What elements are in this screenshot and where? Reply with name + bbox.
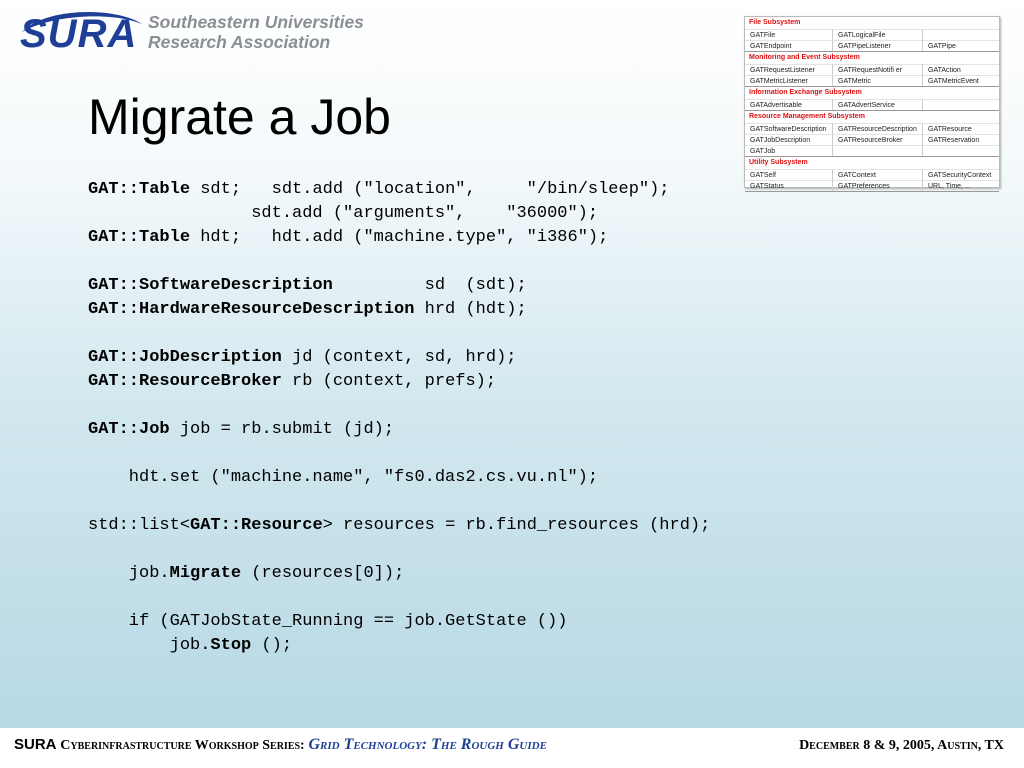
org-line-1: Southeastern Universities (148, 12, 364, 32)
code-text: hdt.set ("machine.name", "fs0.das2.cs.vu.nl"); (88, 468, 599, 487)
table-cell: GATContext (833, 169, 923, 180)
table-section-title: Monitoring and Event Subsystem (749, 54, 860, 61)
table-cell: GATReservation (923, 134, 999, 145)
table-cell (923, 29, 999, 40)
table-cell: GATMetricEvent (923, 75, 999, 86)
code-method: Migrate (169, 564, 242, 583)
code-text: job. (88, 564, 170, 583)
code-method: Stop (210, 636, 252, 655)
table-cell: GATJob (745, 145, 833, 156)
table-row (745, 169, 999, 180)
logo-abbr: SURA (20, 12, 138, 56)
code-text: job. (88, 636, 211, 655)
table-cell: GATRequestNotifi er (833, 64, 923, 75)
code-text: (resources[0]); (241, 564, 405, 583)
table-cell (923, 99, 999, 110)
table-section-title: Utility Subsystem (749, 159, 808, 166)
table-cell: GATSelf (745, 169, 833, 180)
footer-abbr: SURA (14, 736, 57, 753)
table-cell: GATResourceDescription (833, 123, 923, 134)
footer-left (14, 736, 547, 754)
code-text: rb (context, prefs); (281, 372, 497, 391)
table-cell: GATFile (745, 29, 833, 40)
sura-logo (14, 10, 374, 60)
table-section (745, 52, 999, 87)
table-cell: GATStatus (745, 180, 833, 191)
code-text: sdt; sdt.add ("location", "/bin/sleep"); (190, 180, 670, 199)
table-section (745, 157, 999, 192)
code-text: job = rb.submit (jd); (169, 420, 395, 439)
table-cell: GATEndpoint (745, 40, 833, 51)
table-cell: GATAdvertService (833, 99, 923, 110)
code-text: sdt.add ("arguments", "36000"); (88, 204, 599, 223)
table-cell (923, 145, 999, 156)
footer (0, 728, 1024, 768)
slide-title: Migrate a Job (88, 89, 391, 145)
code-type: GAT::JobDescription (88, 348, 282, 367)
table-cell: GATSoftwareDescription (745, 123, 833, 134)
code-text: sd (sdt); (332, 276, 527, 295)
table-cell: GATJobDescription (745, 134, 833, 145)
code-type: GAT::Job (88, 420, 170, 439)
code-text: jd (context, sd, hrd); (281, 348, 517, 367)
table-section-title: Resource Management Subsystem (749, 113, 865, 120)
code-type: GAT::SoftwareDescription (88, 276, 333, 295)
logo-org-name (148, 12, 364, 52)
org-line-2: Research Association (148, 32, 331, 52)
code-text: hrd (hdt); (414, 300, 527, 319)
table-row (745, 99, 999, 110)
table-cell: GATResourceBroker (833, 134, 923, 145)
footer-guide-title: Grid Technology: The Rough Guide (308, 736, 547, 753)
code-text: (); (251, 636, 293, 655)
table-row (745, 64, 999, 75)
gat-subsystem-table (744, 16, 1000, 188)
table-section-title: File Subsystem (749, 19, 801, 26)
table-cell: URL, Time, ... (923, 180, 999, 191)
table-section (745, 17, 999, 52)
table-cell: GATAdvertisable (745, 99, 833, 110)
table-cell: GATMetric (833, 75, 923, 86)
table-row (745, 134, 999, 145)
table-cell: GATRequestListener (745, 64, 833, 75)
table-cell: GATPreferences (833, 180, 923, 191)
footer-dates: December 8 & 9, 2005, Austin, TX (799, 738, 1004, 753)
footer-series: Cyberinfrastructure Workshop Series: (60, 738, 305, 753)
code-type: GAT::ResourceBroker (88, 372, 282, 391)
table-cell: GATPipeListener (833, 40, 923, 51)
table-cell: GATMetricListener (745, 75, 833, 86)
code-block (88, 178, 710, 658)
table-cell: GATAction (923, 64, 999, 75)
table-section (745, 87, 999, 111)
table-row (745, 29, 999, 40)
code-text: std::list< (88, 516, 191, 535)
table-row (745, 123, 999, 134)
code-type: GAT::Table (88, 228, 191, 247)
table-section (745, 111, 999, 157)
code-type: GAT::Resource (190, 516, 323, 535)
table-row (745, 180, 999, 191)
table-cell: GATSecurityContext (923, 169, 999, 180)
code-type: GAT::Table (88, 180, 191, 199)
code-text: hdt; hdt.add ("machine.type", "i386"); (190, 228, 609, 247)
table-cell: GATResource (923, 123, 999, 134)
code-text: if (GATJobState_Running == job.GetState ()) (88, 612, 568, 631)
table-row (745, 40, 999, 51)
table-cell: GATLogicalFile (833, 29, 923, 40)
table-cell (833, 145, 923, 156)
table-row (745, 145, 999, 156)
table-section-title: Information Exchange Subsystem (749, 89, 862, 96)
table-row (745, 75, 999, 86)
code-text: > resources = rb.find_resources (hrd); (322, 516, 711, 535)
code-type: GAT::HardwareResourceDescription (88, 300, 415, 319)
table-cell: GATPipe (923, 40, 999, 51)
